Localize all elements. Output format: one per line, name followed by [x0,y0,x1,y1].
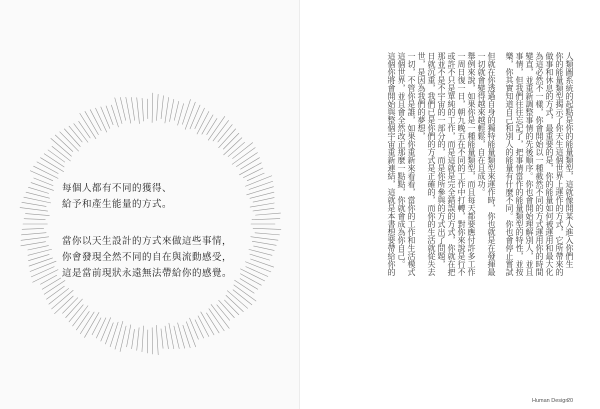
burst-ray [165,97,169,123]
burst-ray [120,326,126,351]
text-column: 做事和休息的方式，最重要的是，你的能量如何被運用和最大化 [545,52,554,276]
burst-ray [137,98,140,124]
burst-ray [170,99,174,121]
burst-ray [198,316,209,337]
burst-ray [127,325,131,347]
burst-ray [195,320,204,338]
burst-ray [63,298,78,314]
burst-ray [165,326,168,349]
burst-ray [25,214,49,216]
text-column: 一切就會變得越來越輕鬆，自在且成功。 [477,52,486,196]
burst-ray [240,274,261,285]
text-column: 一周日復一日，朝九晚五在不同的工作中打轉，對你來說是行不 [457,52,466,276]
burst-ray [226,295,243,311]
burst-ray [250,192,274,198]
body-text [328,52,574,374]
burst-ray [174,101,178,120]
burst-ray [245,176,271,186]
burst-ray [161,329,163,349]
burst-ray [30,171,52,181]
burst-ray [246,267,268,277]
burst-ray [42,278,61,289]
burst-ray [28,187,48,193]
text-column: 但就在你透過自身的獨特能量類型來運作時，你也就是在發揮最 [487,52,496,276]
burst-ray [213,120,229,140]
burst-ray [190,318,199,339]
burst-ray [185,102,195,129]
text-column: 或許不只是單純的工作，而是這就是完全錯誤的方式，你就在把 [447,52,456,276]
burst-ray [131,97,134,120]
burst-ray [37,162,58,174]
burst-ray [233,290,252,305]
burst-ray [22,228,44,229]
burst-ray [142,98,143,121]
burst-ray [197,111,209,134]
burst-ray [55,135,73,151]
text-column: 日就沉重，我們已是你們的方式是正確的，而你的生活就從失去 [427,52,436,276]
burst-ray [21,237,49,240]
burst-ray [245,262,270,272]
burst-ray [239,163,261,175]
burst-ray [46,286,64,299]
burst-ray [251,259,274,267]
burst-ray [152,93,153,122]
burst-ray [169,323,174,349]
burst-ray [254,246,275,250]
burst-ray [206,313,219,333]
burst-ray [90,110,101,131]
burst-ray [207,118,217,134]
burst-ray [20,208,48,211]
burst-ray [31,267,54,277]
burst-ray [26,192,50,198]
text-column: 一切，不管你是誰，如果你重新來看看，當你的工作和生活模式 [407,52,416,276]
burst-ray [28,254,49,260]
burst-ray [142,326,144,352]
burst-ray [28,249,52,255]
burst-ray [241,158,260,169]
burst-ray [132,329,135,348]
burst-ray [253,208,274,211]
text-column: 樂，你其實知道自己和別人的能量有什麼不同。你也會停止嘗試 [505,52,514,276]
burst-ray [233,143,253,159]
burst-ray [152,328,153,354]
quote-line-4: 你會發現全然不同的自在與流動感受， [62,252,233,263]
burst-ray [64,129,80,147]
burst-ray [174,326,179,349]
burst-ray [120,97,125,120]
burst-ray [69,305,83,322]
burst-ray [186,322,195,347]
burst-ray [250,254,270,260]
burst-ray [24,197,51,203]
burst-ray [24,219,45,220]
burst-ray [182,99,190,124]
quote-line-2: 給予和產生能量的方式。 [62,199,173,210]
burst-ray [44,154,64,167]
burst-ray [201,312,214,335]
burst-ray [30,261,56,271]
burst-ray [240,269,264,281]
burst-ray [101,107,110,128]
text-column: 世，是因為我們的夢想， [417,52,426,140]
text-column: 這個世界，並且會全然改正那麼一點點，你就會成為你自己。 [397,52,406,268]
burst-ray [252,241,276,245]
burst-ray [253,198,274,202]
burst-ray [40,275,56,284]
burst-ray [161,96,163,119]
burst-ray [33,270,58,283]
burst-ray [76,311,89,330]
burst-ray [44,280,65,294]
burst-ray [255,233,280,235]
burst-ray [178,104,184,126]
burst-ray [156,325,158,354]
burst-ray [48,150,65,162]
burst-ray [22,202,46,206]
burst-ray [252,219,280,220]
burst-ray [101,318,111,341]
burst-ray [69,126,82,142]
text-column: 你的能量類型揭示了你天生這個世界上運作的方式，它所帶來的 [555,52,564,276]
burst-ray [224,300,238,315]
text-column: 人類圖系統的起點是你的能量類型，這就像開某人進入你們生 [565,52,574,268]
text-column [496,52,504,374]
burst-ray [80,312,94,334]
burst-ray [228,142,245,156]
burst-ray [85,111,98,134]
burst-ray [73,306,88,326]
burst-ray [96,318,105,338]
burst-ray [223,133,239,149]
burst-ray [253,228,281,229]
burst-ray [21,242,46,246]
burst-ray [137,328,139,351]
burst-ray [41,158,64,172]
burst-ray [126,97,131,123]
burst-ray [235,280,255,293]
page-number: 20 [567,398,574,404]
burst-ray [243,168,262,178]
burst-ray [249,249,272,255]
right-page [300,0,600,409]
burst-ray [21,233,46,235]
burst-ray [240,279,258,290]
text-column: 變直，並重新調整事情的先後順序。你也會開始理解別人，並且 [525,52,534,276]
burst-ray [256,213,281,215]
running-footer-title: Human Design [532,398,569,404]
burst-ray [202,115,213,134]
burst-ray [96,108,107,132]
burst-ray [190,105,200,129]
text-column: 舉例來說，如果你是一種能量類型，而且每天都要應付許多工作 [467,52,476,276]
burst-ray [157,94,159,120]
text-column: 事情，但我們往往忘記了，把事情當作的能量類型的特性，並按 [515,52,524,276]
burst-ray [218,125,232,142]
burst-ray [74,124,88,143]
text-column: 為這必然不一樣，你會開始以一種截然不同的方式運用你的時間 [535,52,544,276]
burst-ray [92,318,101,335]
quote-line-1: 每個人都有不同的獲得、 [62,183,173,194]
burst-ray [28,246,49,250]
text-column: 這個你將會開始與整個宇宙重新連結，這就是本書想要帶給你的 [387,52,396,276]
burst-ray [34,166,59,178]
burst-ray [79,121,91,138]
text-column: 那並不是不宇宙的一部分的，而是你所參與的方式出了問題， [437,52,446,268]
burst-ray [52,146,70,161]
burst-ray [236,153,257,167]
burst-ray [251,237,278,240]
burst-ray [195,108,205,128]
burst-ray [217,305,230,321]
burst-ray [250,203,274,207]
quote-line-5: 這是當前現狀永遠無法帶給你的感覺。 [62,268,233,279]
burst-ray [49,288,69,304]
burst-ray [219,300,235,317]
quote-line-3: 當你以天生設計的方式來做這些事情， [62,236,233,247]
